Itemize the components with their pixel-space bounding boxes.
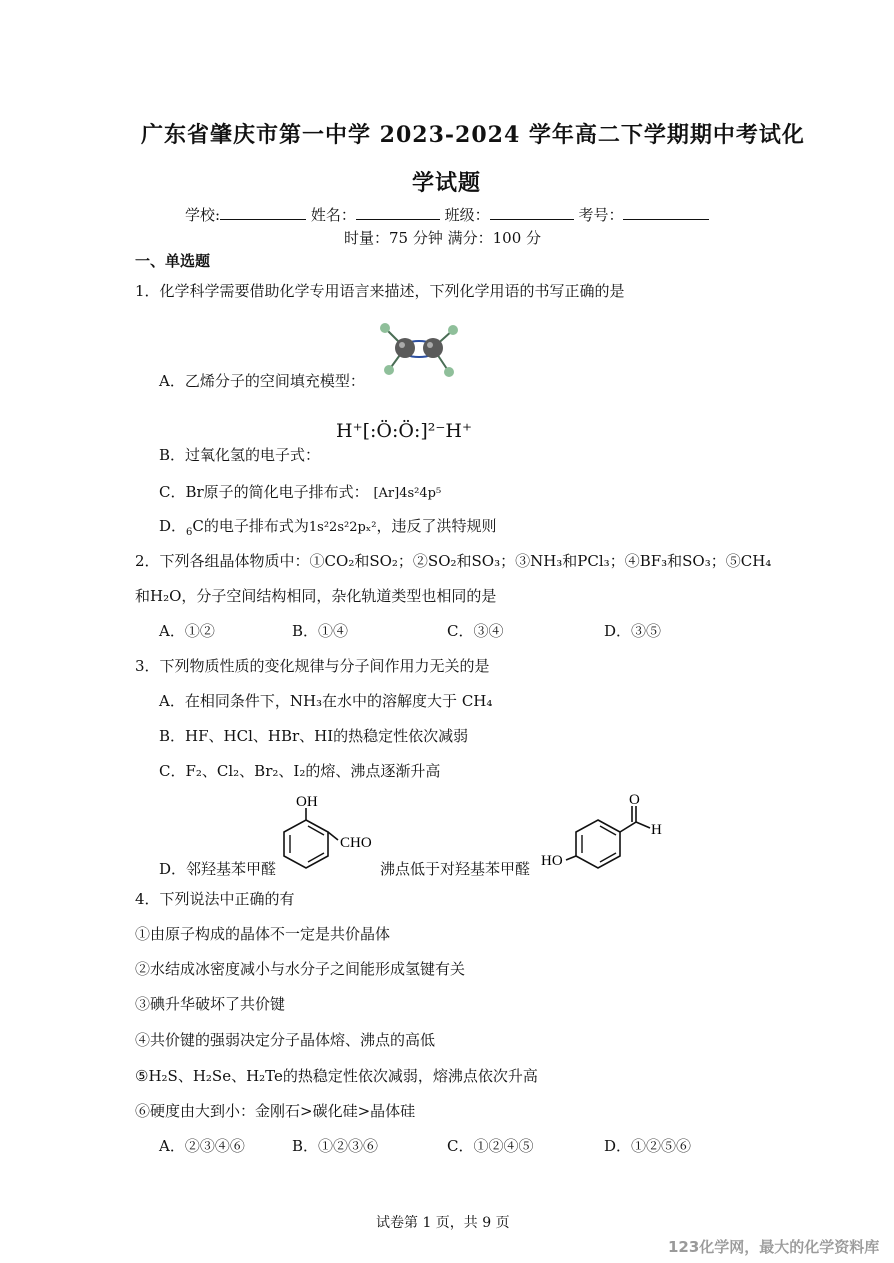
number-blank (623, 204, 709, 220)
q4-statement-3: ③碘升华破坏了共价键 (135, 995, 286, 1013)
q2-stem-line1: 2．下列各组晶体物质中：①CO₂和SO₂；②SO₂和SO₃；③NH₃和PCl₃；④BF₃和SO₃；⑤CH₄ (135, 552, 772, 570)
q4-stem: 4．下列说法中正确的有 (135, 890, 295, 908)
q3-option-b: B．HF、HCl、HBr、HI的热稳定性依次减弱 (159, 727, 469, 745)
q3-option-d-text: 沸点低于对羟基苯甲醛 (380, 860, 531, 878)
q1-option-d-prefix: D． (159, 517, 187, 535)
class-label: 班级： (444, 206, 490, 224)
school-label: 学校: (185, 206, 221, 224)
q1-option-c (159, 481, 441, 502)
ortho-hydroxybenzaldehyde-structure (276, 792, 382, 874)
class-blank (490, 204, 574, 220)
q3-option-c: C．F₂、Cl₂、Br₂、I₂的熔、沸点逐渐升高 (159, 762, 441, 780)
q3-option-d-label: D．邻羟基苯甲醛 (159, 860, 277, 878)
q4-option-d: D．①②⑤⑥ (604, 1137, 692, 1155)
q4-statement-6: ⑥硬度由大到小：金刚石>碳化硅>晶体硅 (135, 1102, 416, 1120)
ortho-cho-label: CHO (340, 835, 372, 851)
title-line-1: 广东省肇庆市第一中学 2023-2024 学年高二下学期期中考试化 (141, 122, 805, 148)
ethylene-model-image (375, 320, 465, 380)
time-score: 时量：75 分钟 满分：100 分 (344, 229, 542, 247)
school-blank (220, 204, 306, 220)
q1-option-d-suffix: ，违反了洪特规则 (376, 517, 497, 535)
q1-option-d (159, 515, 497, 538)
para-hydroxybenzaldehyde-structure (540, 790, 670, 872)
number-label: 考号： (578, 206, 624, 224)
q1-option-d-mid: C的电子排布式为 (192, 517, 309, 535)
q4-statement-2: ②水结成冰密度减小与水分子之间能形成氢键有关 (135, 960, 466, 978)
name-label: 姓名： (310, 206, 356, 224)
para-o-label: O (629, 792, 640, 808)
page-footer: 试卷第 1 页，共 9 页 (376, 1215, 510, 1231)
q1-stem: 1．化学科学需要借助化学专用语言来描述，下列化学用语的书写正确的是 (135, 282, 625, 300)
info-line (185, 204, 709, 225)
q2-option-b: B．①④ (292, 622, 349, 640)
q4-statement-4: ④共价键的强弱决定分子晶体熔、沸点的高低 (135, 1031, 436, 1049)
q4-statement-5: ⑤H₂S、H₂Se、H₂Te的热稳定性依次减弱，熔沸点依次升高 (135, 1067, 538, 1085)
h2o2-electron-formula: H⁺[:Ö:Ö:]²⁻H⁺ (336, 420, 473, 442)
q1-option-c-label: C．Br原子的简化电子排布式： (159, 483, 369, 501)
ortho-oh-label: OH (296, 794, 318, 810)
para-h-label: H (651, 822, 662, 838)
carbon-electron-config: 1s²2s²2pₓ² (308, 520, 377, 535)
q2-option-a: A．①② (159, 622, 215, 640)
q3-option-a: A．在相同条件下，NH₃在水中的溶解度大于 CH₄ (159, 692, 493, 710)
q4-option-c: C．①②④⑤ (447, 1137, 534, 1155)
q4-statement-1: ①由原子构成的晶体不一定是共价晶体 (135, 925, 391, 943)
q4-option-b: B．①②③⑥ (292, 1137, 379, 1155)
section-heading: 一、单选题 (135, 252, 211, 270)
q4-option-a: A．②③④⑥ (159, 1137, 245, 1155)
q1-option-a: A．乙烯分子的空间填充模型： (159, 372, 365, 390)
q2-option-c: C．③④ (447, 622, 504, 640)
name-blank (356, 204, 440, 220)
para-ho-label: HO (541, 853, 563, 869)
title-line-2: 学试题 (412, 170, 482, 196)
brand-watermark: 123化学网，最大的化学资料库 (668, 1238, 880, 1256)
q3-stem: 3．下列物质性质的变化规律与分子间作用力无关的是 (135, 657, 490, 675)
q2-stem-line2: 和H₂O，分子空间结构相同，杂化轨道类型也相同的是 (135, 587, 497, 605)
q2-option-d: D．③⑤ (604, 622, 662, 640)
br-electron-config: [Ar]4s²4p⁵ (373, 486, 442, 501)
q1-option-b: B．过氧化氢的电子式： (159, 446, 321, 464)
carbon-atomic-number: 6 (186, 527, 193, 538)
